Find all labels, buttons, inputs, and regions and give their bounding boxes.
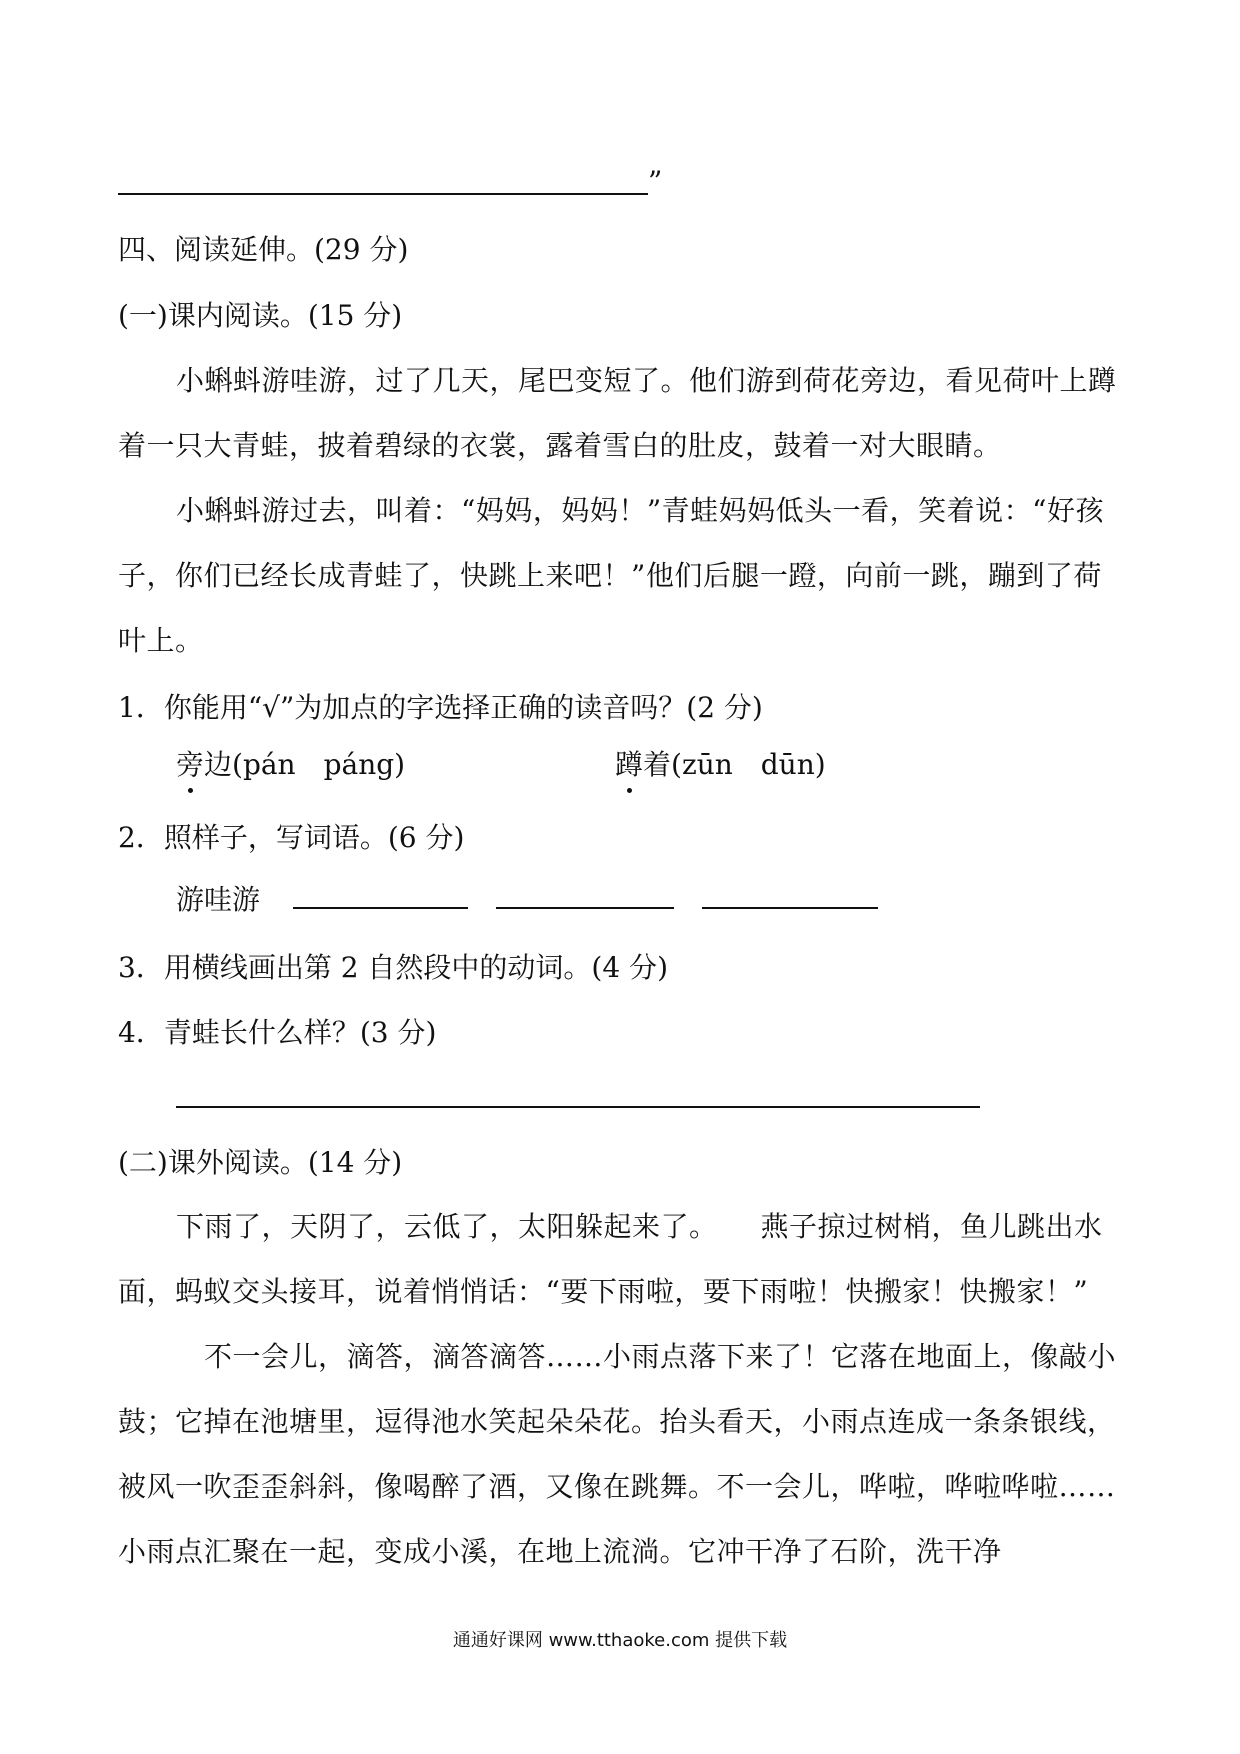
dotted-char-b: 蹲 bbox=[615, 745, 643, 785]
q1-item-b bbox=[615, 745, 826, 785]
part1-title: (一)课内阅读。(15 分) bbox=[118, 299, 403, 332]
q2-blank-2[interactable] bbox=[496, 907, 674, 909]
answer-line-top bbox=[118, 193, 648, 195]
dotted-char-a: 旁 bbox=[176, 745, 204, 785]
question-4: 4．青蛙长什么样？(3 分) bbox=[118, 1016, 437, 1049]
question-1: 1．你能用“√”为加点的字选择正确的读音吗？(2 分) bbox=[118, 691, 763, 724]
q2-example: 游哇游 bbox=[176, 883, 261, 916]
question-2: 2．照样子，写词语。(6 分) bbox=[118, 821, 465, 854]
part2-paragraph-1: 下雨了，天阴了，云低了，太阳躲起来了。 燕子掠过树梢，鱼儿跳出水面，蚂蚁交头接耳，说着悄悄话：“要下雨啦，要下雨啦！快搬家！快搬家！” bbox=[118, 1210, 1103, 1308]
q1-item-a-pinyin: 边(pán páng) bbox=[204, 748, 406, 781]
part1-paragraph-1: 小蝌蚪游哇游，过了几天，尾巴变短了。他们游到荷花旁边，看见荷叶上蹲着一只大青蛙，披着碧绿的衣裳，露着雪白的肚皮，鼓着一对大眼睛。 bbox=[118, 364, 1117, 462]
part2-paragraph-2: 不一会儿，滴答，滴答滴答……小雨点落下来了！它落在地面上，像敲小鼓；它掉在池塘里，逗得池水笑起朵朵花。抬头看天，小雨点连成一条条银线，被风一吹歪歪斜斜，像喝醉了酒，又像在跳舞。不一会儿，哗啦，哗啦哗啦……小雨点汇聚在一起，变成小溪，在地上流淌。它冲干净了石阶，洗干净 bbox=[118, 1340, 1117, 1568]
closing-quote: ” bbox=[648, 165, 663, 198]
question-3: 3．用横线画出第 2 自然段中的动词。(4 分) bbox=[118, 951, 668, 984]
section-title: 四、阅读延伸。(29 分) bbox=[118, 233, 409, 266]
part1-paragraph-2: 小蝌蚪游过去，叫着：“妈妈，妈妈！”青蛙妈妈低头一看，笑着说：“好孩子，你们已经长成青蛙了，快跳上来吧！”他们后腿一蹬，向前一跳，蹦到了荷叶上。 bbox=[118, 494, 1104, 657]
q2-blank-1[interactable] bbox=[293, 907, 468, 909]
part2-title: (二)课外阅读。(14 分) bbox=[118, 1146, 403, 1179]
q1-item-a bbox=[176, 745, 405, 785]
q1-item-b-pinyin: 着(zūn dūn) bbox=[643, 748, 826, 781]
q4-answer-line[interactable] bbox=[176, 1106, 980, 1108]
q2-blank-3[interactable] bbox=[702, 907, 878, 909]
footer-note: 通通好课网 www.tthaoke.com 提供下载 bbox=[452, 1630, 788, 1651]
